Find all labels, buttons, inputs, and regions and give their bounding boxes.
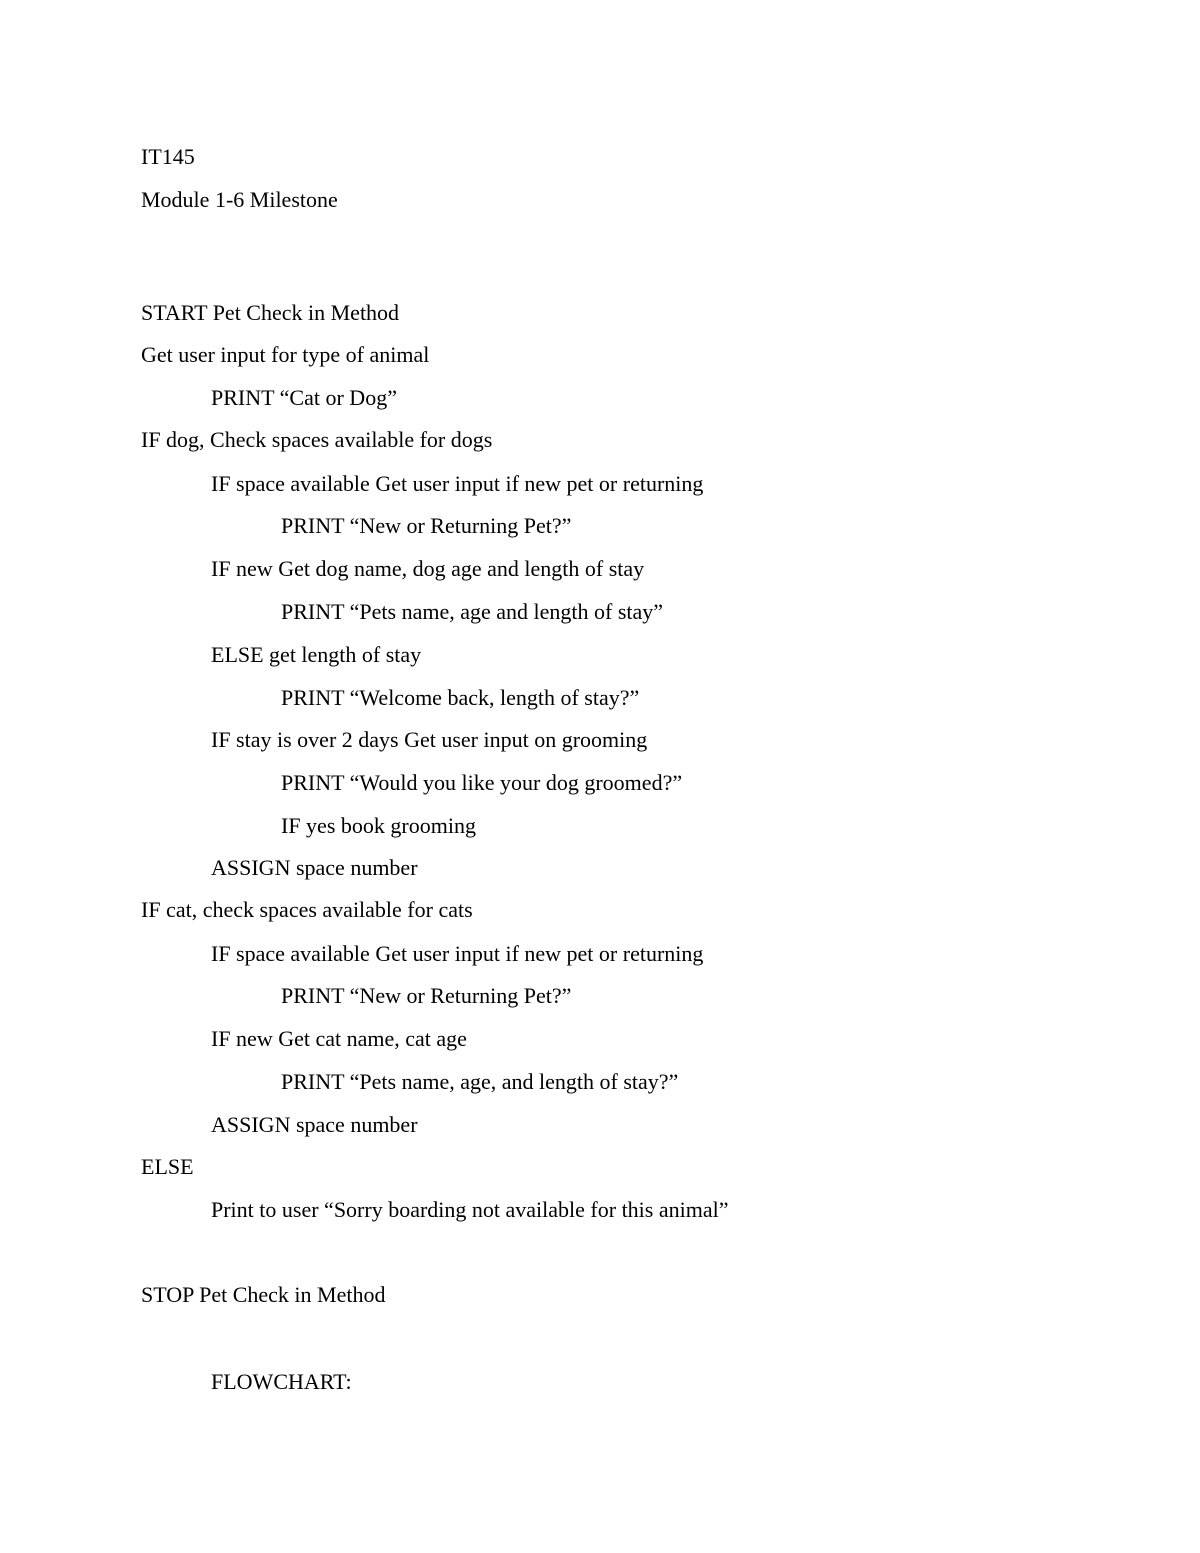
pseudocode-line: PRINT “New or Returning Pet?” bbox=[281, 513, 572, 538]
pseudocode-line: Get user input for type of animal bbox=[141, 342, 430, 367]
pseudocode-line: START Pet Check in Method bbox=[141, 300, 400, 325]
pseudocode-line: ASSIGN space number bbox=[211, 1112, 418, 1137]
pseudocode-line: STOP Pet Check in Method bbox=[141, 1282, 386, 1307]
pseudocode-line: IF new Get dog name, dog age and length of stay bbox=[211, 556, 645, 581]
pseudocode-line: IF dog, Check spaces available for dogs bbox=[141, 427, 493, 452]
course-code: IT145 bbox=[141, 144, 195, 169]
pseudocode-line: IF new Get cat name, cat age bbox=[211, 1026, 467, 1051]
flowchart-label: FLOWCHART: bbox=[211, 1369, 352, 1394]
pseudocode-line: PRINT “Cat or Dog” bbox=[211, 385, 397, 410]
pseudocode-line: IF yes book grooming bbox=[281, 813, 476, 838]
document-title: Module 1-6 Milestone bbox=[141, 187, 338, 212]
pseudocode-line: IF cat, check spaces available for cats bbox=[141, 897, 473, 922]
pseudocode-line: IF stay is over 2 days Get user input on grooming bbox=[211, 727, 648, 752]
pseudocode-line: ELSE get length of stay bbox=[211, 642, 422, 667]
pseudocode-line: PRINT “New or Returning Pet?” bbox=[281, 983, 572, 1008]
pseudocode-line: Print to user “Sorry boarding not available for this animal” bbox=[211, 1197, 729, 1222]
pseudocode-line: PRINT “Pets name, age, and length of stay?” bbox=[281, 1069, 679, 1094]
pseudocode-line: PRINT “Pets name, age and length of stay” bbox=[281, 599, 664, 624]
pseudocode-line: IF space available Get user input if new pet or returning bbox=[211, 471, 704, 496]
pseudocode-line: PRINT “Would you like your dog groomed?” bbox=[281, 770, 683, 795]
pseudocode-line: IF space available Get user input if new pet or returning bbox=[211, 941, 704, 966]
pseudocode-line: ELSE bbox=[141, 1154, 194, 1179]
pseudocode-line: PRINT “Welcome back, length of stay?” bbox=[281, 685, 640, 710]
pseudocode-line: ASSIGN space number bbox=[211, 855, 418, 880]
